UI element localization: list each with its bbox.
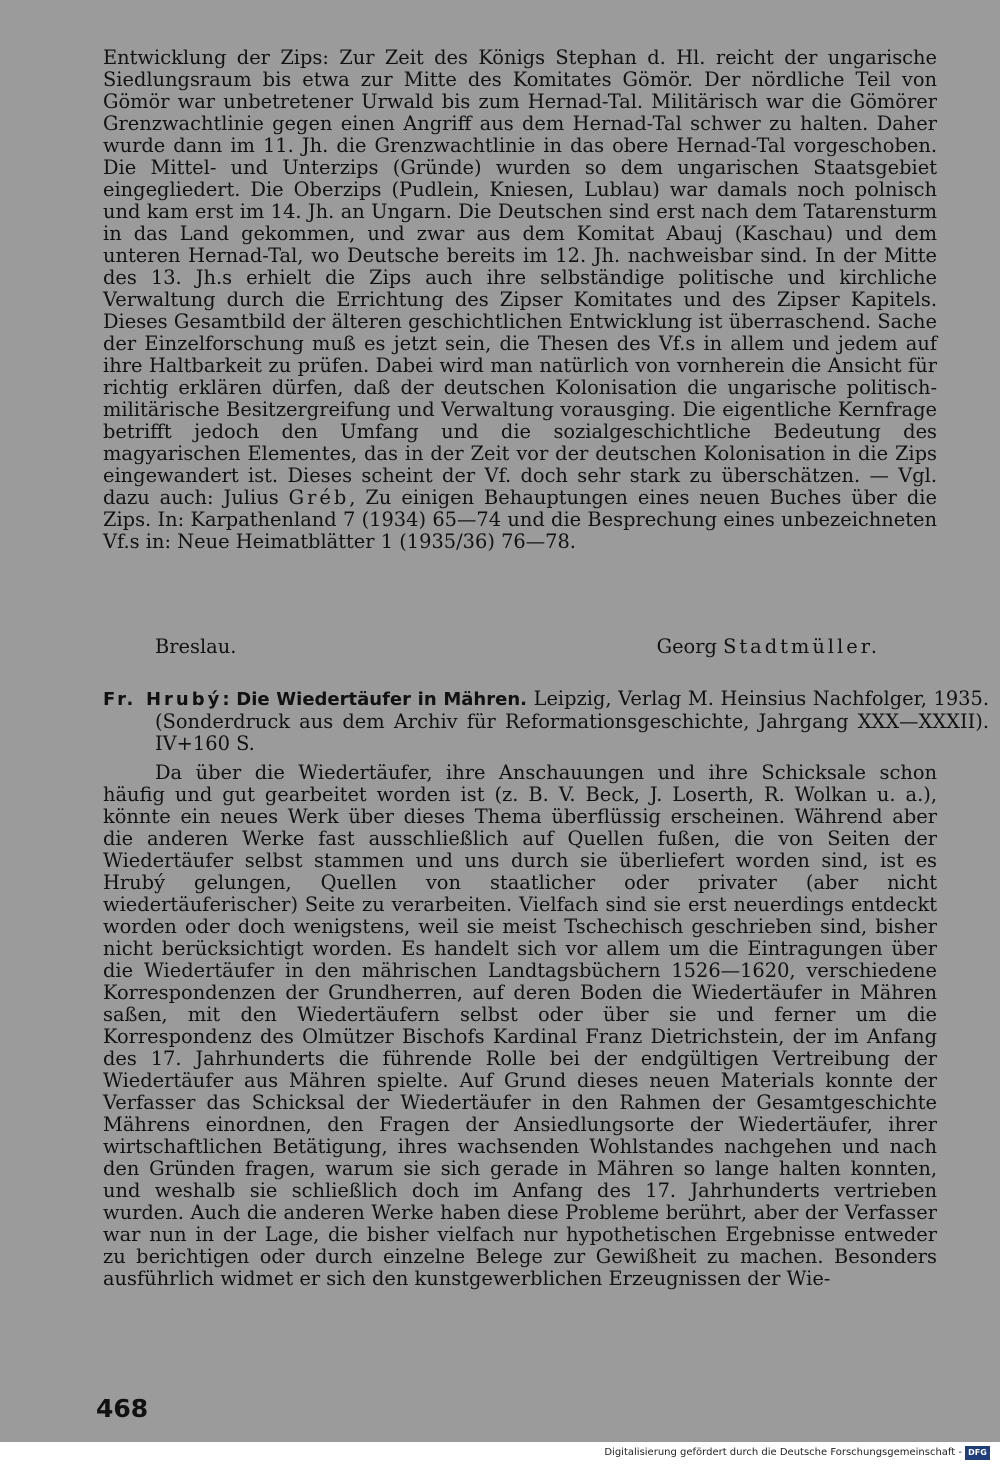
reviewer-name bbox=[657, 636, 880, 658]
previous-review-body: Entwicklung der Zips: Zur Zeit des Königs Stephan d. Hl. reicht der ungarische Siedlungsraum bis etwa zur Mitte des Komitates Gömör. Der nördliche Teil von Gömör war unbetretener Urwald bis zum Hernad-Tal. Militärisch war die Gömörer Grenzwachtlinie gegen einen Angriff aus dem Hernad-Tal schwer zu halten. Daher wurde dann im 11. Jh. die Grenzwachtlinie in das obere Hernad-Tal vorgeschoben. Die Mittel- und Unterzips (Gründe) wurden so dem ungarischen Staatsgebiet eingegliedert. Die Oberzips (Pudlein, Kniesen, Lublau) war damals noch polnisch und kam erst im 14. Jh. an Ungarn. Die Deutschen sind erst nach dem Tatarensturm in das Land gekommen, und zwar aus dem Komitat Abauj (Kaschau) und dem unteren Hernad-Tal, wo Deutsche bereits im 12. Jh. nachweisbar sind. In der Mitte des 13. Jh.s erhielt die Zips auch ihre selbständige politische und kirchliche Verwaltung durch die Errichtung des Zipser Komitates und des Zipser Kapitels. Dieses Gesamtbild der älteren geschichtlichen Entwicklung ist überraschend. Sache der Einzelforschung muß es jetzt sein, die Thesen des Vf.s in allem und jedem auf ihre Haltbarkeit zu prüfen. Dabei wird man natürlich von vornherein die Ansicht für richtig erklären dürfen, daß der deutschen Kolonisation die ungarische politisch-militärische Besitzergreifung und Verwaltung vorausging. Die eigentliche Kernfrage betrifft jedoch den Umfang und die sozialgeschichtliche Bedeutung des magyarischen Elementes, das in der Zeit vor der deutschen Kolonisation in die Zips eingewandert ist. Dieses scheint der Vf. doch sehr stark zu überschätzen. — Vgl. dazu auch: Julius bbox=[103, 46, 937, 509]
publication-details: Leipzig, Verlag M. Heinsius Nachfolger, 1935. (Sonderdruck aus dem Archiv für Reformationsgeschichte, Jahrgang XXX—XXXII). IV+160 S. bbox=[155, 687, 989, 755]
cited-author-name: Gréb bbox=[288, 486, 350, 509]
previous-review-paragraph bbox=[103, 47, 937, 553]
dfg-logo-icon: DFG bbox=[965, 1446, 990, 1460]
bibliographic-entry bbox=[103, 687, 989, 755]
book-author: Fr. Hrubý bbox=[103, 689, 223, 710]
previous-review-citation: , Zu einigen Behauptungen eines neuen Buches über die Zips. In: Karpathenland 7 (1934) 65—74 und die Besprechung eines unbezeichneten Vf.s in: Neue Heimatblätter 1 (1935/36) 76—78. bbox=[103, 486, 937, 553]
review-heading bbox=[103, 688, 989, 755]
reviewer-first-name: Georg bbox=[656, 635, 717, 658]
previous-review-text bbox=[103, 47, 937, 553]
footer-credit: Digitalisierung gefördert durch die Deutsche Forschungsgemeinschaft - bbox=[604, 1447, 962, 1458]
page-number: 468 bbox=[96, 1394, 149, 1423]
review-body bbox=[103, 762, 937, 1290]
review-paragraph: Da über die Wiedertäufer, ihre Anschauungen und ihre Schicksale schon häufig und gut gearbeitet worden ist (z. B. V. Beck, J. Loserth, R. Wolkan u. a.), könnte ein neues Werk über dieses Thema überflüssig erscheinen. Während aber die anderen Werke fast ausschließlich auf Quellen fußen, die von Seiten der Wiedertäufer selbst stammen und uns durch sie überliefert worden sind, ist es Hrubý gelungen, Quellen von staatlicher oder privater (aber nicht wiedertäuferischer) Seite zu verarbeiten. Vielfach sind sie erst neuerdings entdeckt worden oder doch wenigstens, weil sie meist Tschechisch geschrieben sind, bisher nicht berücksichtigt worden. Es handelt sich vor allem um die Eintragungen über die Wiedertäufer in den mährischen Landtagsbüchern 1526—1620, verschiedene Korrespondenzen der Grundherren, auf deren Boden die Wiedertäufer in Mähren saßen, mit den Wiedertäufern selbst oder über sie und ferner um die Korrespondenz des Olmützer Bischofs Kardinal Franz Dietrichstein, der im Anfang des 17. Jahrhunderts die führende Rolle bei der endgültigen Vertreibung der Wiedertäufer aus Mähren spielte. Auf Grund dieses neuen Materials konnte der Verfasser das Schicksal der Wiedertäufer in den Rahmen der Gesamtgeschichte Mährens einordnen, den Fragen der Ansiedlungsorte der Wiedertäufer, ihrer wirtschaftlichen Betätigung, ihres wachsenden Wohlstandes nachgehen und nach den Gründen fragen, warum sie sich gerade in Mähren so lange halten konnten, und weshalb sie schließlich doch im Anfang des 17. Jahrhunderts vertrieben wurden. Auch die anderen Werke haben diese Probleme berührt, aber der Verfasser war nun in der Lage, die bisher vielfach nur hypothetischen Ergebnisse entweder zu berichtigen oder durch einzelne Belege zur Gewißheit zu machen. Besonders ausführlich widmet er sich den kunstgewerblichen Erzeugnissen der Wie- bbox=[103, 761, 937, 1290]
book-title: : Die Wiedertäufer in Mähren. bbox=[222, 689, 527, 710]
reviewer-last-name: Stadtmüller. bbox=[723, 635, 880, 658]
reviewer-signature bbox=[155, 636, 880, 658]
review-place: Breslau. bbox=[155, 635, 237, 658]
digitization-footer bbox=[0, 1442, 1000, 1465]
